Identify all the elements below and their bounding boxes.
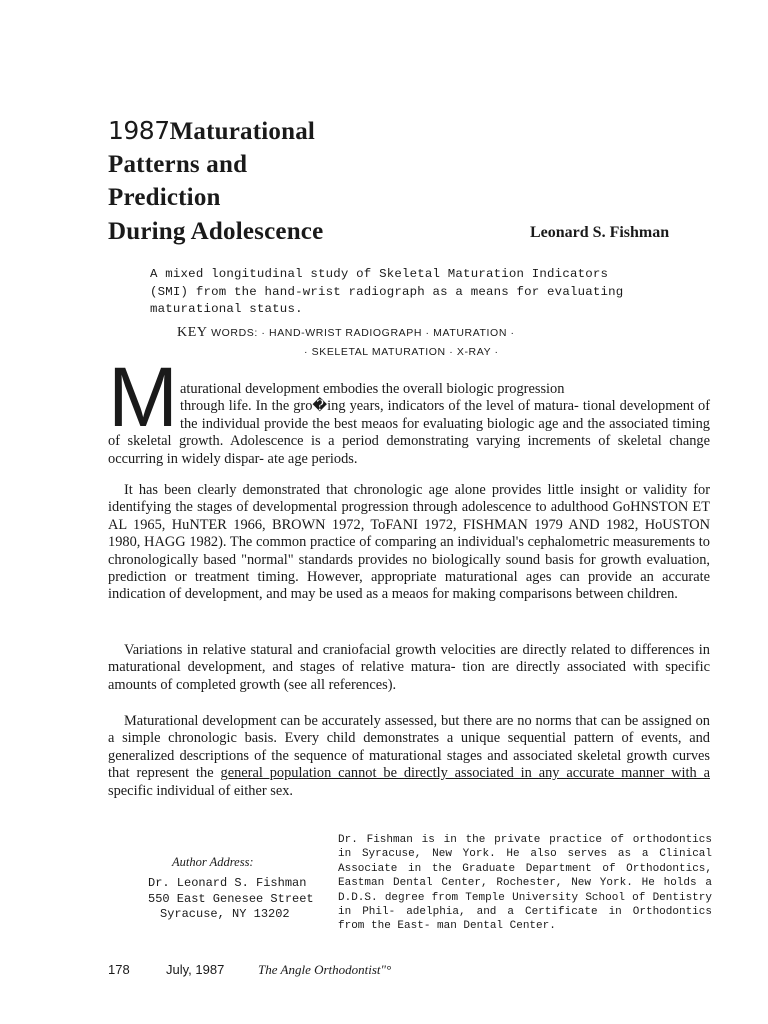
keywords-list-1: · HAND-WRIST RADIOGRAPH · MATURATION ·: [261, 327, 515, 339]
body-paragraph-4: [108, 713, 710, 800]
author-name: Leonard S. Fishman: [530, 224, 670, 241]
keywords-line-1: [177, 325, 515, 341]
author-address-heading: Author Address:: [172, 855, 254, 869]
keywords-line-2: · SKELETAL MATURATION · X-RAY ·: [304, 346, 499, 358]
journal-name: The Angle Orthodontist"°: [258, 962, 392, 977]
issue-date: July, 1987: [166, 962, 225, 977]
abstract: A mixed longitudinal study of Skeletal Maturation Indicators (SMI) from the hand-wrist radiograph as a means for evaluating maturational status.: [150, 267, 624, 316]
author-address-line-1: Dr. Leonard S. Fishman: [148, 876, 307, 890]
author-address-line-3: Syracuse, NY 13202: [160, 907, 290, 921]
author-address-line-2: 550 East Genesee Street: [148, 892, 314, 906]
article-title-line-4: During Adolescence: [108, 218, 324, 245]
article-title-line-3: Prediction: [108, 184, 221, 211]
body-paragraph-3: Variations in relative statural and craniofacial growth velocities are directly related to differences in maturational development, and stages of relative matura- tion are directly associated with specific amounts of completed growth (see all references).: [108, 642, 710, 693]
article-title-line-1: [108, 114, 315, 149]
paragraph-4-text: Maturational development can be accurately assessed, but there are no norms that can be assigned on a simple chronologic basis. Every child demonstrates a unique sequential pattern of events, and generalized descriptions of the sequence of maturational stages and associated skeletal growth curves that represent the: [108, 713, 710, 782]
paragraph-4-end: specific individual of either sex.: [108, 782, 294, 799]
body-paragraph-2: It has been clearly demonstrated that chronologic age alone provides little insight or validity for identifying the stages of developmental progression through adolescence to adulthood GoHNSTON ET AL 1965, HuNTER 1966, BROWN 1972, ToFANI 1972, FISHMAN 1979 AND 1982, HoUSTON 1980, HAGG 1982). The common practice of comparing an individual's cephalometric measurements to chronologically based "normal" standards provides no biologically sound basis for growth evaluation, prediction or treatment timing. However, appropriate maturational ages can provide an accurate indication of development, and may be used as a meaos for making comparisons between children.: [108, 482, 710, 603]
paragraph-1-text: through life. In the gro�ing years, indicators of the level of matura- tional development of the individual provide the best meaos for evaluating biologic age and the associated timing of skeletal growth. Adolescence is a period demonstrating varying increments of skeletal change occurring in widely dispar- ate age periods.: [108, 398, 710, 467]
keywords-label-words: WORDS:: [211, 327, 258, 339]
author-bio: Dr. Fishman is in the private practice of orthodontics in Syracuse, New York. He also serves as a Clinical Associate in the Graduate Department of Orthodontics, Eastman Dental Center, Rochester, New York. He holds a D.D.S. degree from Temple University School of Dentistry in Phil- adelphia, and a Certificate in Orthodontics from the East- man Dental Center.: [338, 834, 712, 933]
title-year: 1987: [108, 116, 170, 145]
paragraph-1-first-line: aturational development embodies the overall biologic progression: [179, 381, 565, 397]
title-word-maturational: Maturational: [169, 118, 316, 145]
keywords-label: KEY: [177, 325, 208, 340]
paragraph-4-underlined: general population cannot be directly associated in any accurate manner with a: [220, 765, 710, 782]
drop-cap: M: [108, 350, 178, 444]
article-title-line-2: Patterns and: [108, 151, 248, 178]
page-number: 178: [108, 962, 130, 977]
